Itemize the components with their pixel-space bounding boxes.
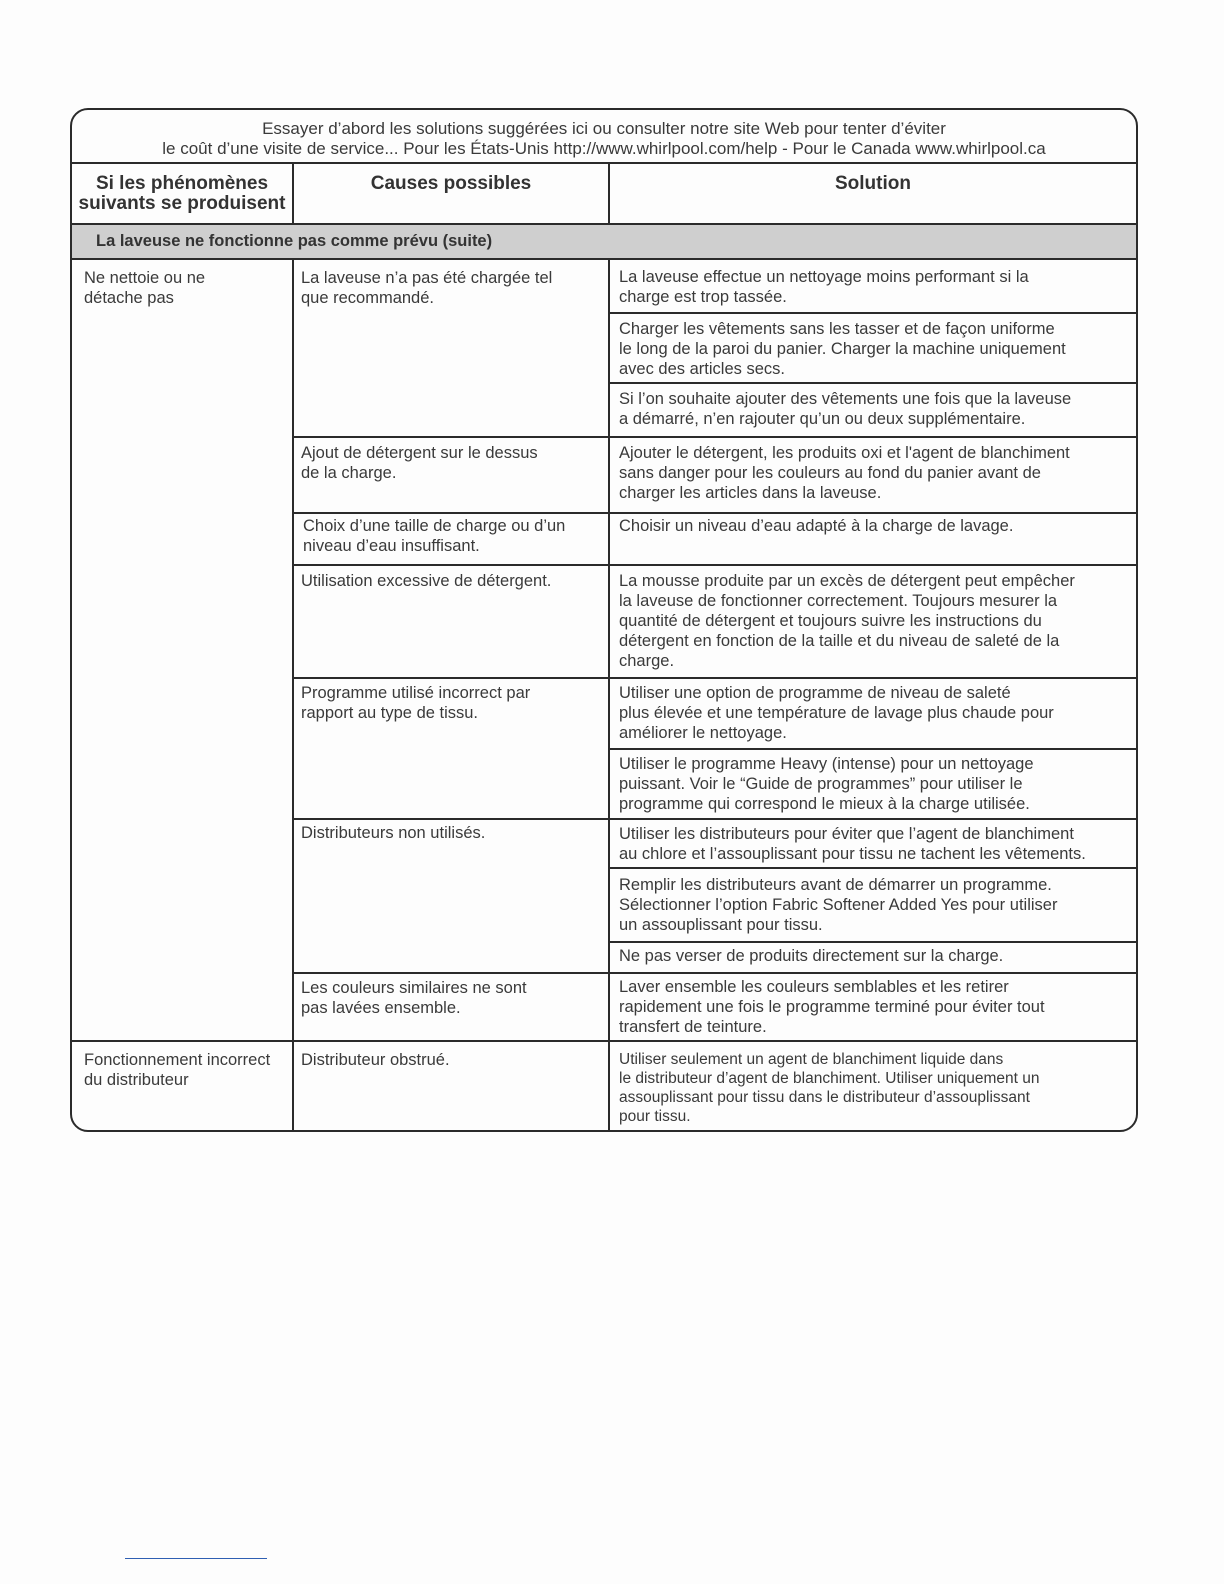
- cause-text: pas lavées ensemble.: [301, 999, 461, 1017]
- cause-text: Utilisation excessive de détergent.: [301, 572, 552, 590]
- solution-text: programme qui correspond le mieux à la charge utilisée.: [619, 795, 1030, 813]
- solution-text: La mousse produite par un excès de détergent peut empêcher: [619, 572, 1075, 590]
- solution-text: Utiliser une option de programme de niveau de saleté: [619, 684, 1011, 702]
- solution-text: la laveuse de fonctionner correctement. Toujours mesurer la: [619, 592, 1058, 610]
- symptom-divider: [72, 1040, 1136, 1042]
- solution-text: Ne pas verser de produits directement sur la charge.: [619, 947, 1004, 965]
- cause-cell: [301, 683, 530, 723]
- solution-cell: [619, 754, 1034, 814]
- row-divider: [294, 512, 1136, 514]
- column-divider-1b: [292, 258, 294, 1132]
- solution-text: détergent en fonction de la taille et du niveau de saleté de la: [619, 632, 1060, 650]
- solution-text: le long de la paroi du panier. Charger la machine uniquement: [619, 340, 1066, 358]
- row-divider: [294, 818, 1136, 820]
- solution-text: puissant. Voir le “Guide de programmes” pour utiliser le: [619, 775, 1023, 793]
- solution-text: Utiliser seulement un agent de blanchiment liquide dans: [619, 1051, 1004, 1068]
- solution-text: charge est trop tassée.: [619, 288, 787, 306]
- intro-text: [72, 110, 1136, 162]
- intro-divider: [72, 162, 1136, 164]
- solution-text: avec des articles secs.: [619, 360, 785, 378]
- symptom-cell: [84, 1050, 270, 1090]
- solution-text: le distributeur d’agent de blanchiment. Utiliser uniquement un: [619, 1070, 1040, 1087]
- intro-line-2: le coût d’une visite de service... Pour les États-Unis http://www.whirlpool.com/help - Pour le Canada www.whirlpool.ca: [162, 139, 1046, 158]
- cause-cell: [301, 571, 551, 591]
- solution-cell: [619, 977, 1045, 1037]
- solution-cell: [619, 443, 1070, 503]
- cause-text: Ajout de détergent sur le dessus: [301, 444, 538, 462]
- solution-text: sans danger pour les couleurs au fond du panier avant de: [619, 464, 1041, 482]
- solution-text: améliorer le nettoyage.: [619, 724, 787, 742]
- symptom-text: du distributeur: [84, 1071, 189, 1089]
- cause-text: Programme utilisé incorrect par: [301, 684, 531, 702]
- column-divider-2: [608, 162, 610, 225]
- solution-text: Si l’on souhaite ajouter des vêtements une fois que la laveuse: [619, 390, 1072, 408]
- solution-cell: [619, 946, 1003, 966]
- solution-text: Laver ensemble les couleurs semblables et les retirer: [619, 978, 1009, 996]
- solution-text: La laveuse effectue un nettoyage moins performant si la: [619, 268, 1029, 286]
- row-divider: [294, 436, 1136, 438]
- solution-text: transfert de teinture.: [619, 1018, 767, 1036]
- cause-cell: [301, 978, 527, 1018]
- solution-cell: [619, 267, 1029, 307]
- solution-text: charger les articles dans la laveuse.: [619, 484, 882, 502]
- symptom-text: détache pas: [84, 289, 174, 307]
- intro-line-1: Essayer d’abord les solutions suggérées ici ou consulter notre site Web pour tenter d’éviter: [262, 119, 946, 138]
- row-divider: [294, 677, 1136, 679]
- sub-row-divider: [610, 941, 1136, 943]
- cause-cell: [303, 516, 565, 556]
- solution-text: assouplissant pour tissu dans le distributeur d’assouplissant: [619, 1089, 1030, 1106]
- sub-row-divider: [610, 382, 1136, 384]
- cause-text: Les couleurs similaires ne sont: [301, 979, 527, 997]
- cause-text: niveau d’eau insuffisant.: [303, 537, 480, 555]
- cause-text: Choix d’une taille de charge ou d’un: [303, 517, 566, 535]
- header-symptom-line-2: suivants se produisent: [78, 193, 286, 214]
- solution-cell: [619, 1050, 1039, 1126]
- solution-text: Utiliser les distributeurs pour éviter que l’agent de blanchiment: [619, 825, 1074, 843]
- solution-text: plus élevée et une température de lavage plus chaude pour: [619, 704, 1054, 722]
- symptom-text: Fonctionnement incorrect: [84, 1051, 271, 1069]
- section-bar: [72, 225, 1136, 258]
- cause-text: de la charge.: [301, 464, 397, 482]
- cause-cell: [301, 1050, 450, 1070]
- solution-text: quantité de détergent et toujours suivre les instructions du: [619, 612, 1042, 630]
- solution-text: pour tissu.: [619, 1108, 691, 1125]
- solution-cell: [619, 319, 1066, 379]
- solution-text: Remplir les distributeurs avant de démarrer un programme.: [619, 876, 1052, 894]
- solution-text: rapidement une fois le programme terminé pour éviter tout: [619, 998, 1045, 1016]
- row-divider: [294, 972, 1136, 974]
- solution-cell: [619, 516, 1013, 536]
- solution-cell: [619, 824, 1086, 864]
- solution-cell: [619, 389, 1071, 429]
- cause-text: que recommandé.: [301, 289, 434, 307]
- cause-text: La laveuse n’a pas été chargée tel: [301, 269, 553, 287]
- solution-text: un assouplissant pour tissu.: [619, 916, 823, 934]
- solution-text: au chlore et l’assouplissant pour tissu ne tachent les vêtements.: [619, 845, 1086, 863]
- cause-text: Distributeur obstrué.: [301, 1051, 450, 1069]
- solution-cell: [619, 875, 1057, 935]
- solution-text: Sélectionner l’option Fabric Softener Added Yes pour utiliser: [619, 896, 1058, 914]
- sub-row-divider: [610, 867, 1136, 869]
- column-divider-1: [292, 162, 294, 225]
- symptom-cell: [84, 268, 205, 308]
- solution-text: Ajouter le détergent, les produits oxi et l'agent de blanchiment: [619, 444, 1070, 462]
- row-divider: [294, 564, 1136, 566]
- sub-row-divider: [610, 748, 1136, 750]
- section-title: La laveuse ne fonctionne pas comme prévu (suite): [96, 232, 493, 250]
- header-solution: Solution: [835, 173, 911, 194]
- solution-text: Utiliser le programme Heavy (intense) pour un nettoyage: [619, 755, 1034, 773]
- solution-text: Charger les vêtements sans les tasser et de façon uniforme: [619, 320, 1055, 338]
- footer-rule: [125, 1558, 267, 1559]
- solution-text: a démarré, n’en rajouter qu’un ou deux supplémentaire.: [619, 410, 1026, 428]
- header-cause: Causes possibles: [370, 173, 532, 194]
- solution-cell: [619, 571, 1075, 671]
- solution-cell: [619, 683, 1054, 743]
- solution-text: charge.: [619, 652, 675, 670]
- column-divider-2b: [608, 258, 610, 1132]
- cause-text: rapport au type de tissu.: [301, 704, 479, 722]
- section-divider: [72, 258, 1136, 260]
- header-symptom-line-1: Si les phénomènes: [95, 173, 269, 194]
- header-symptom: [72, 174, 292, 214]
- cause-cell: [301, 823, 485, 843]
- solution-text: Choisir un niveau d’eau adapté à la charge de lavage.: [619, 517, 1014, 535]
- troubleshooting-table: [70, 108, 1138, 1132]
- sub-row-divider: [610, 312, 1136, 314]
- cause-cell: [301, 268, 552, 308]
- cause-cell: [301, 443, 538, 483]
- cause-text: Distributeurs non utilisés.: [301, 824, 486, 842]
- symptom-text: Ne nettoie ou ne: [84, 269, 206, 287]
